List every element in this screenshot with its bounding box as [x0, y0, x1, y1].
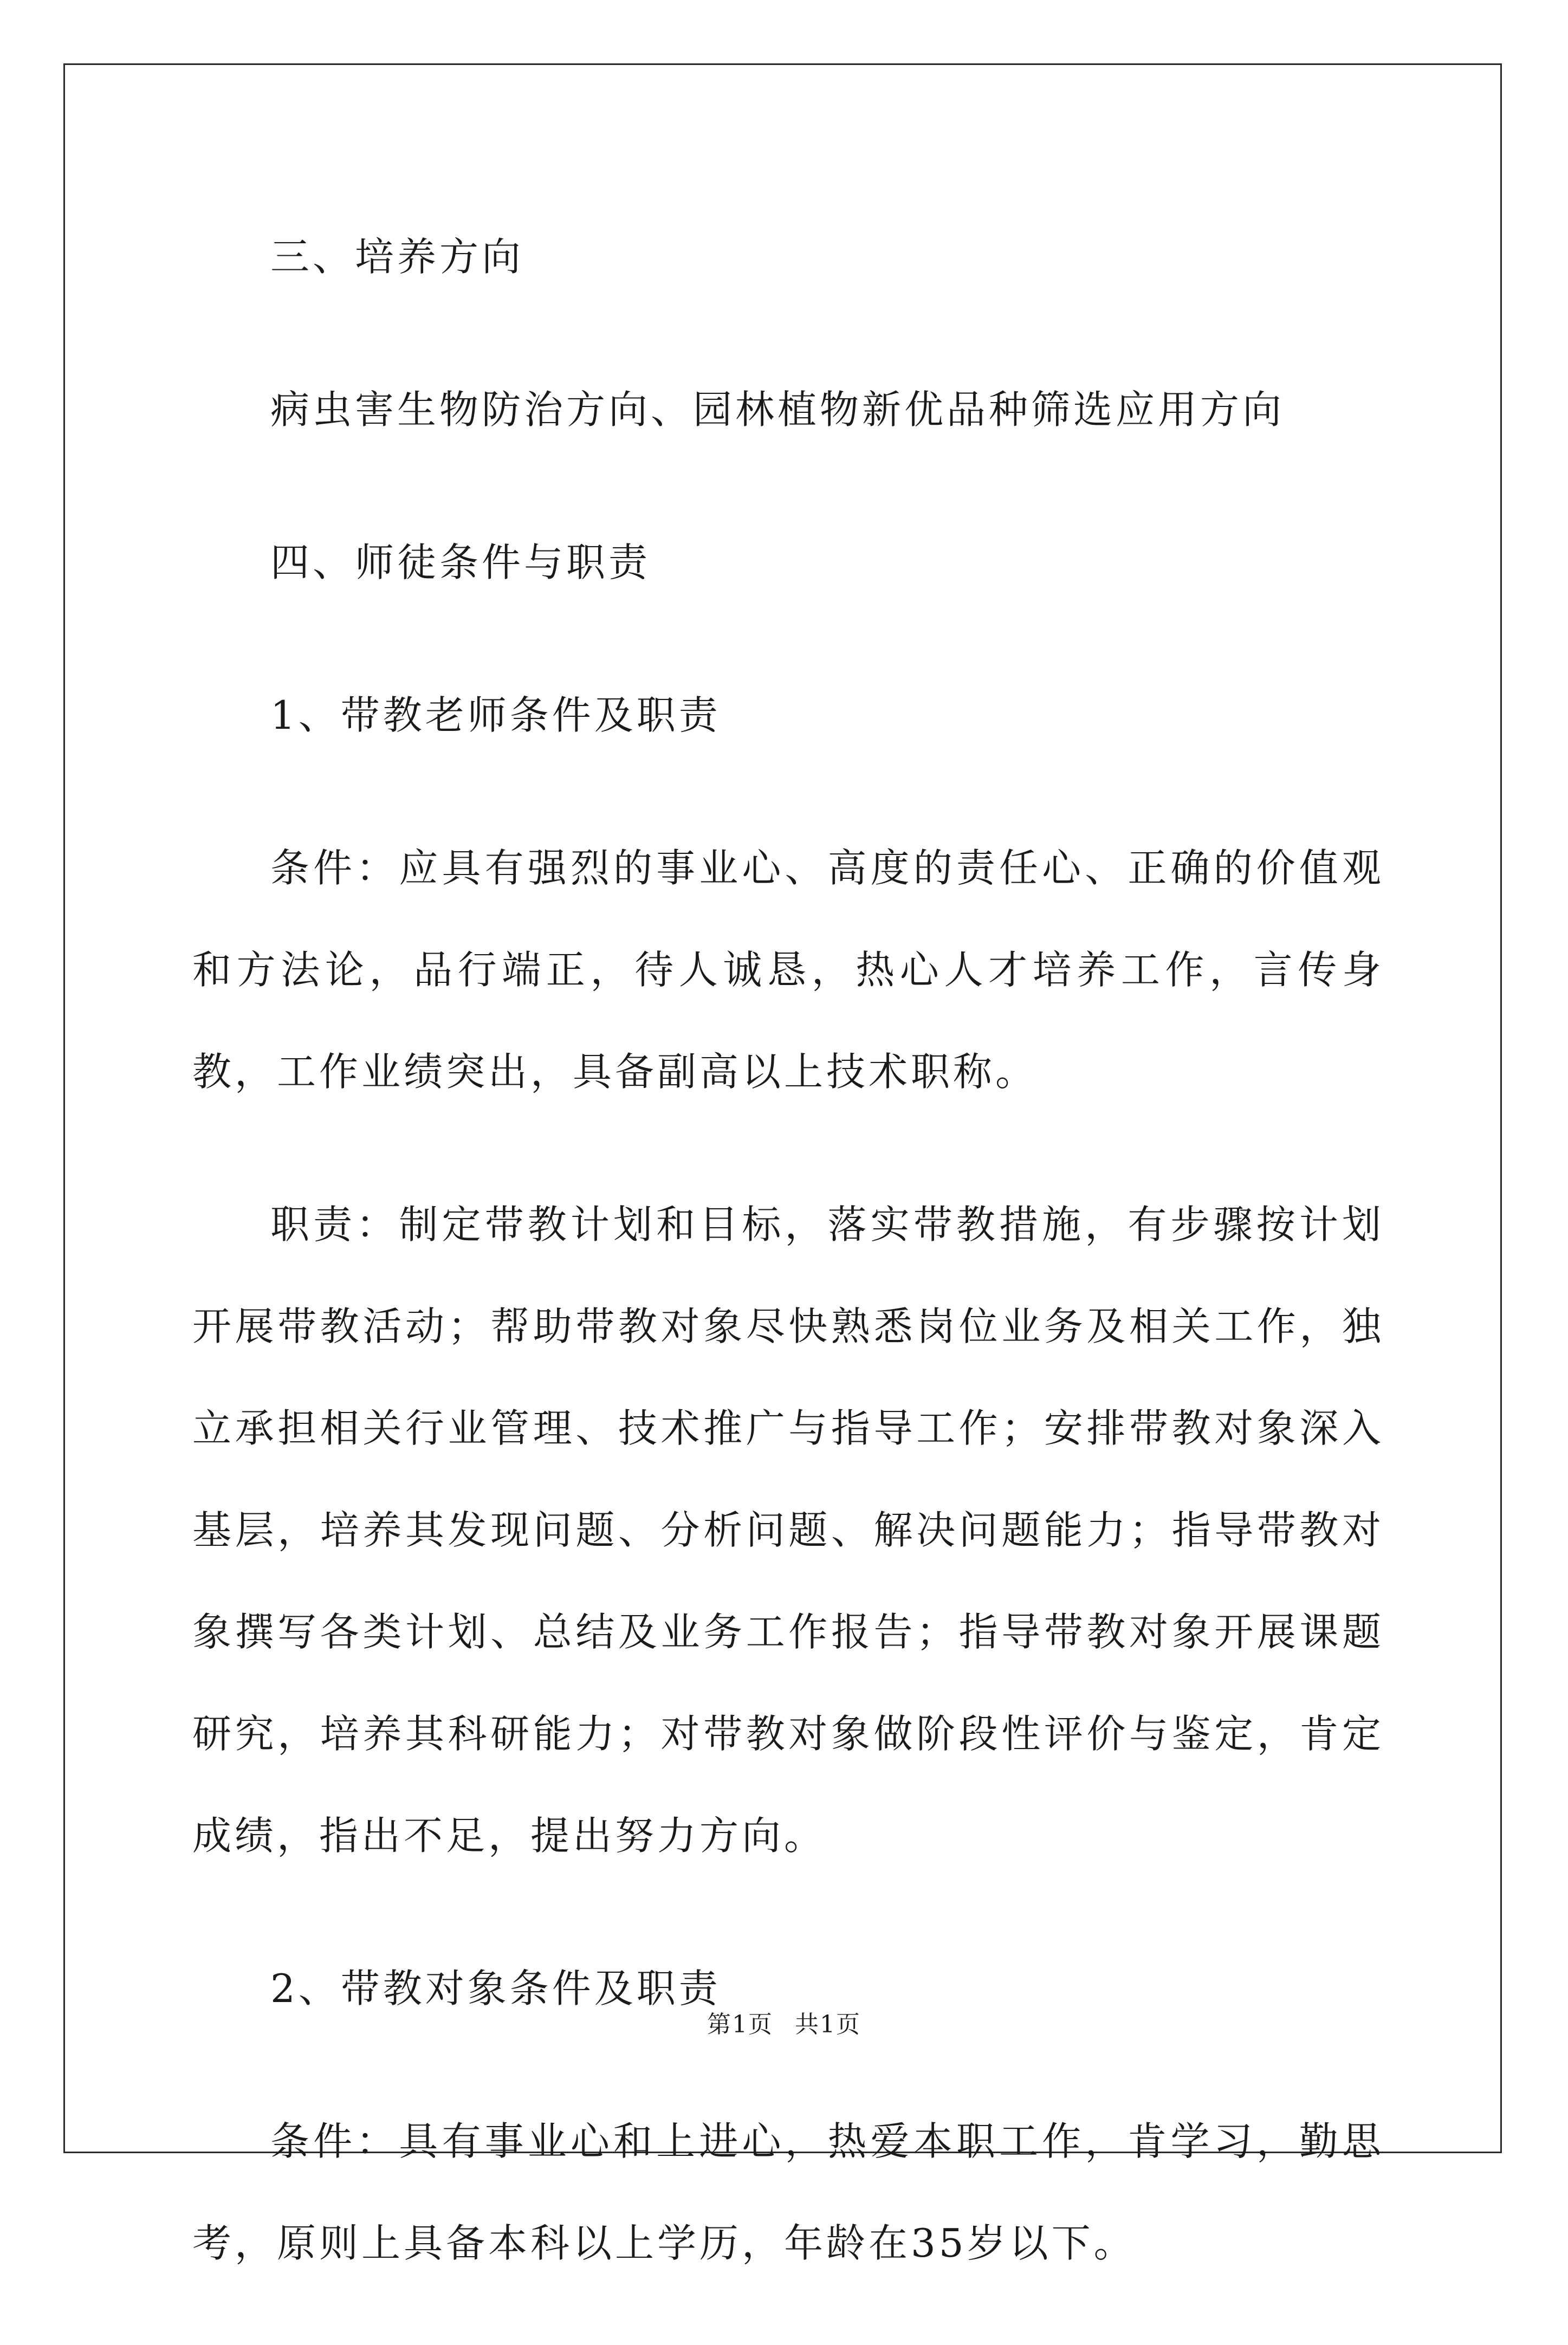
paragraph-mentor-duties: 职责：制定带教计划和目标，落实带教措施，有步骤按计划开展带教活动；帮助带教对象尽快熟悉岗位业务及相关工作，独立承担相关行业管理、技术推广与指导工作；安排带教对象深入基层，培养其发现问题、分析问题、解决问题能力；指导带教对象撰写各类计划、总结及业务工作报告；指导带教对象开展课题研究，培养其科研能力；对带教对象做阶段性评价与鉴定，肯定成绩，指出不足，提出努力方向。: [192, 1202, 1384, 1858]
paragraph-mentor-conditions: 条件：应具有强烈的事业心、高度的责任心、正确的价值观和方法论，品行端正，待人诚恳，热心人才培养工作，言传身教，工作业绩突出，具备副高以上技术职称。: [192, 845, 1384, 1094]
page-number: 第1页: [707, 2011, 773, 2038]
section-heading-mentor-conditions: 四、师徒条件与职责: [270, 540, 651, 585]
page-total: 共1页: [795, 2011, 861, 2038]
page-footer: [0, 2005, 1568, 2039]
subheading-mentee: 2、带教对象条件及职责: [270, 1966, 721, 2011]
subheading-mentor-teacher: 1、带教老师条件及职责: [270, 692, 721, 738]
paragraph-training-directions: 病虫害生物防治方向、园林植物新优品种筛选应用方向: [270, 387, 1285, 432]
section-heading-training-direction: 三、培养方向: [270, 234, 524, 280]
paragraph-mentee-conditions: 条件：具有事业心和上进心，热爱本职工作，肯学习，勤思考，原则上具备本科以上学历，年龄在35岁以下。: [192, 2119, 1384, 2266]
